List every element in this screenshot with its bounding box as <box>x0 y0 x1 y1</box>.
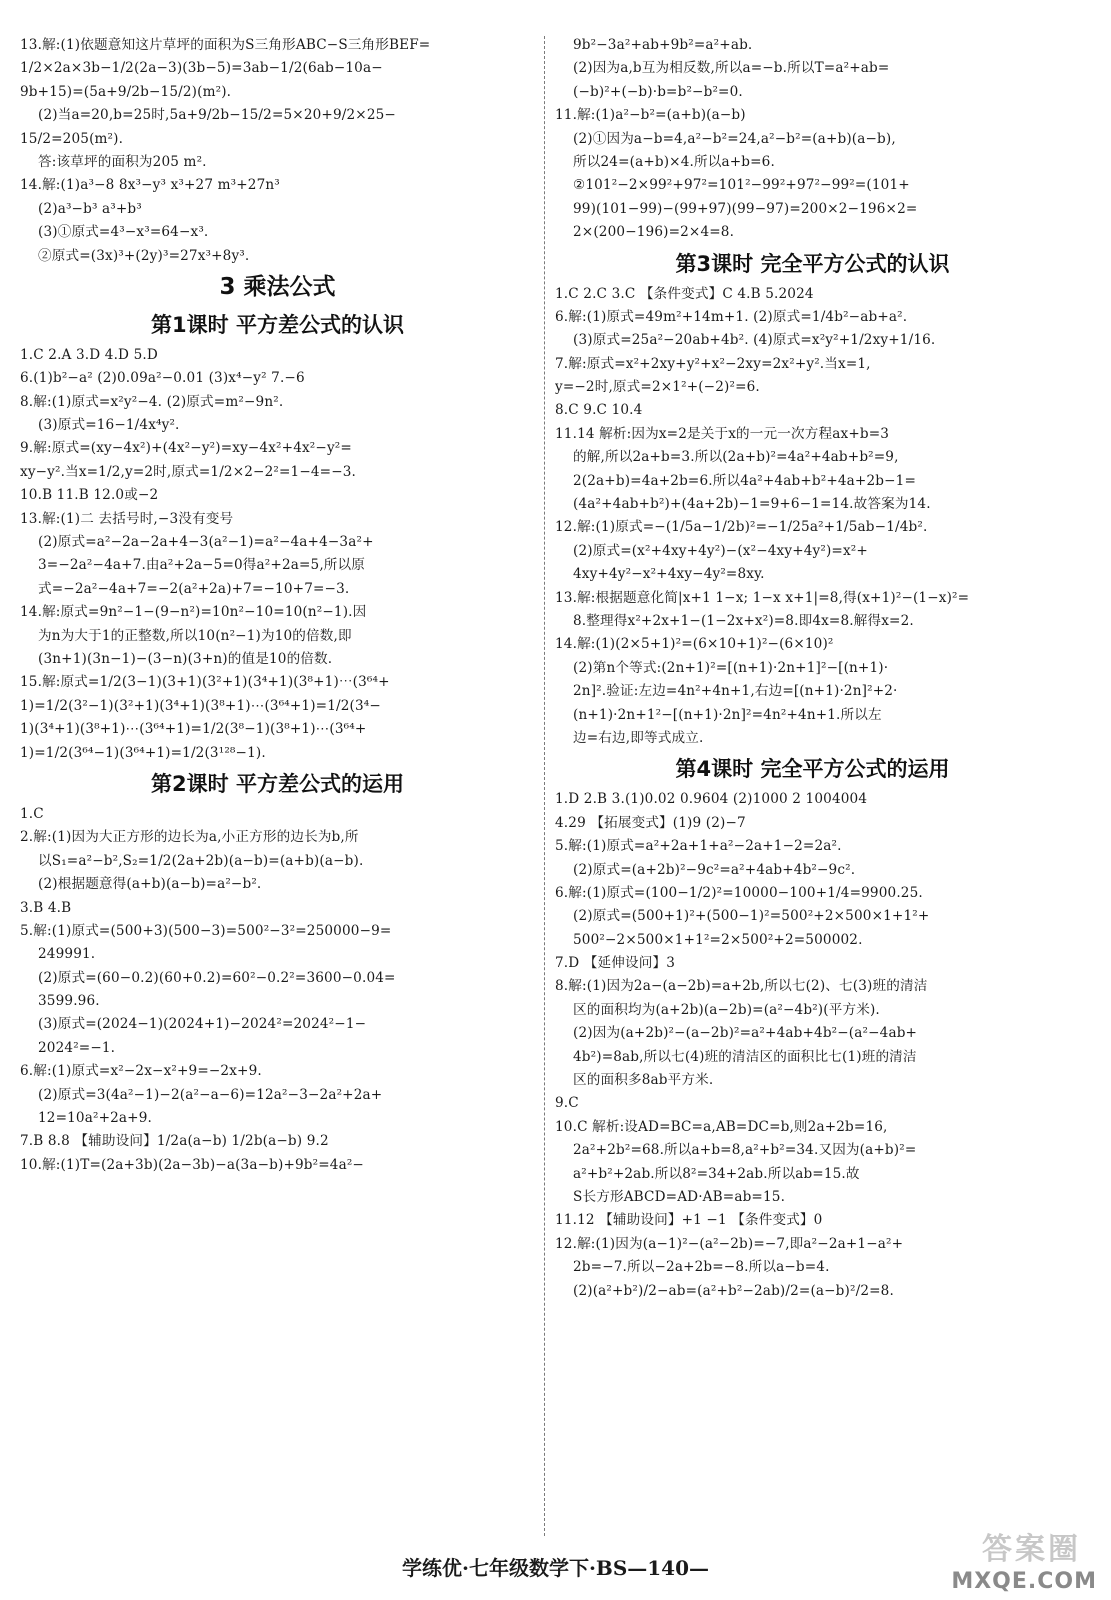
answer-line: 1.C <box>20 805 44 822</box>
watermark-chinese: 答案圈 <box>982 1532 1081 1567</box>
answer-line: (3)原式=(2024−1)(2024+1)−2024²=2024²−1− <box>38 1016 367 1033</box>
answer-line: (2)原式=(60−0.2)(60+0.2)=60²−0.2²=3600−0.04= <box>38 969 396 986</box>
answer-line: 8.解:(1)原式=x²y²−4. (2)原式=m²−9n². <box>20 393 284 410</box>
answer-line: 6.解:(1)原式=(100−1/2)²=10000−100+1/4=9900.25. <box>555 884 923 901</box>
answer-line: 13.解:(1)依题意知这片草坪的面积为S三角形ABC−S三角形BEF= <box>20 37 431 53</box>
page-footer: 学练优·七年级数学下·BS—140— <box>401 1556 710 1580</box>
answer-line: 以S₁=a²−b²,S₂=1/2(2a+2b)(a−b)=(a+b)(a−b). <box>38 852 364 869</box>
answer-line: (3)原式=16−1/4x⁴y². <box>38 417 180 434</box>
answer-line: (2)因为(a+2b)²−(a−2b)²=a²+4ab+4b²−(a²−4ab+ <box>573 1025 918 1042</box>
lesson-title: 第3课时 完全平方公式的认识 <box>675 251 950 276</box>
answer-line: 10.C 解析:设AD=BC=a,AB=DC=b,则2a+2b=16, <box>555 1118 888 1135</box>
answer-line: 13.解:根据题意化简|x+1 1−x; 1−x x+1|=8,得(x+1)²−(1−x)²= <box>555 589 970 606</box>
lesson-title: 第4课时 完全平方公式的运用 <box>675 757 950 782</box>
answer-line: 答:该草坪的面积为205 m². <box>38 153 207 170</box>
answer-line: (4a²+4ab+b²)+(4a+2b)−1=9+6−1=14.故答案为14. <box>573 496 931 513</box>
answer-line: 12.解:(1)原式=−(1/5a−1/2b)²=−1/25a²+1/5ab−1/4b². <box>555 519 928 536</box>
answer-line: S长方形ABCD=AD·AB=ab=15. <box>573 1188 786 1205</box>
answer-line: 3599.96. <box>38 993 100 1010</box>
answer-line: 所以24=(a+b)×4.所以a+b=6. <box>573 153 775 170</box>
answer-line: 9b+15)=(5a+9/2b−15/2)(m²). <box>20 83 232 100</box>
column-divider <box>544 36 545 1536</box>
answer-line: 8.解:(1)因为2a−(a−2b)=a+2b,所以七(2)、七(3)班的清洁 <box>555 978 928 995</box>
answer-line: 1)=1/2(3²−1)(3²+1)(3⁴+1)(3⁸+1)⋯(3⁶⁴+1)=1/2(3⁴− <box>20 697 381 714</box>
answer-line: 15/2=205(m²). <box>20 130 124 147</box>
answer-line: 2(2a+b)=4a+2b=6.所以4a²+4ab+b²+4a+2b−1= <box>573 472 916 489</box>
answer-line: (3n+1)(3n−1)−(3−n)(3+n)的值是10的倍数. <box>38 650 333 667</box>
answer-line: (2)原式=3(4a²−1)−2(a²−a−6)=12a²−3−2a²+2a+ <box>38 1086 383 1103</box>
answer-line: 7.D 【延伸设问】3 <box>555 955 676 972</box>
answer-line: (2)a³−b³ a³+b³ <box>38 200 142 217</box>
right-column <box>555 34 1070 1303</box>
answer-line: 的解,所以2a+b=3.所以(2a+b)²=4a²+4ab+b²=9, <box>573 449 899 466</box>
answer-line: (n+1)·2n+1²−[(n+1)·2n]²=4n²+4n+1.所以左 <box>573 706 882 723</box>
answer-line: 区的面积多8ab平方米. <box>573 1072 714 1089</box>
answer-line: 9.解:原式=(xy−4x²)+(4x²−y²)=xy−4x²+4x²−y²= <box>20 440 352 457</box>
lesson-title: 第2课时 平方差公式的运用 <box>151 771 404 796</box>
answer-line: 式=−2a²−4a+7=−2(a²+2a)+7=−10+7=−3. <box>38 580 350 597</box>
answer-line: 10.解:(1)T=(2a+3b)(2a−3b)−a(3a−b)+9b²=4a²− <box>20 1156 364 1173</box>
answer-line: (2)①因为a−b=4,a²−b²=24,a²−b²=(a+b)(a−b), <box>573 130 896 147</box>
answer-line: 8.整理得x²+2x+1−(1−2x+x²)=8.即4x=8.解得x=2. <box>573 612 914 629</box>
answer-line: 6.解:(1)原式=49m²+14m+1. (2)原式=1/4b²−ab+a². <box>555 308 908 325</box>
watermark-logo: MXQE.COM <box>951 1569 1097 1594</box>
answer-line: 5.解:(1)原式=(500+3)(500−3)=500²−3²=250000−9= <box>20 922 392 939</box>
answer-line: 为n为大于1的正整数,所以10(n²−1)为10的倍数,即 <box>38 627 352 644</box>
answer-line: ②原式=(3x)³+(2y)³=27x³+8y³. <box>38 247 250 264</box>
answer-line: (2)原式=a²−2a−2a+4−3(a²−1)=a²−4a+4−3a²+ <box>38 534 374 551</box>
answer-line: 2.解:(1)因为大正方形的边长为a,小正方形的边长为b,所 <box>20 829 359 846</box>
answer-line: 14.解:原式=9n²−1−(9−n²)=10n²−10=10(n²−1).因 <box>20 604 367 621</box>
answer-line: (2)原式=(500+1)²+(500−1)²=500²+2×500×1+1²+ <box>573 908 930 925</box>
answer-line: 1/2×2a×3b−1/2(2a−3)(3b−5)=3ab−1/2(6ab−10a− <box>20 60 383 77</box>
answer-line: 1)(3⁴+1)(3⁸+1)⋯(3⁶⁴+1)=1/2(3⁸−1)(3⁸+1)⋯(3⁶⁴+ <box>20 721 367 738</box>
answer-line: (2)原式=(x²+4xy+4y²)−(x²−4xy+4y²)=x²+ <box>573 542 868 559</box>
answer-line: 区的面积均为(a+2b)(a−2b)=(a²−4b²)(平方米). <box>573 1001 880 1018</box>
answer-line: 4b²)=8ab,所以七(4)班的清洁区的面积比七(1)班的清洁 <box>573 1048 917 1065</box>
answer-line: (2)根据题意得(a+b)(a−b)=a²−b². <box>38 876 262 893</box>
answer-line: y=−2时,原式=2×1²+(−2)²=6. <box>555 379 760 396</box>
answer-line: 3=−2a²−4a+7.由a²+2a−5=0得a²+2a=5,所以原 <box>38 557 366 574</box>
answer-line: 6.解:(1)原式=x²−2x−x²+9=−2x+9. <box>20 1063 262 1080</box>
answer-line: (3)①原式=4³−x³=64−x³. <box>38 224 209 241</box>
answer-line: (3)原式=25a²−20ab+4b². (4)原式=x²y²+1/2xy+1/16. <box>573 332 936 349</box>
answer-line: 3.B 4.B <box>20 899 72 916</box>
answer-line: 9b²−3a²+ab+9b²=a²+ab. <box>573 37 753 53</box>
answer-line: 500²−2×500×1+1²=2×500²+2=500002. <box>573 931 863 948</box>
answer-line: 边=右边,即等式成立. <box>573 729 704 746</box>
answer-line: 8.C 9.C 10.4 <box>555 402 643 419</box>
answer-line: 1.D 2.B 3.(1)0.02 0.9604 (2)1000 2 1004004 <box>555 791 868 808</box>
answer-line: 10.B 11.B 12.0或−2 <box>20 487 159 504</box>
answer-line: 11.解:(1)a²−b²=(a+b)(a−b) <box>555 107 746 124</box>
answer-line: 4.29 【拓展变式】(1)9 (2)−7 <box>555 814 746 831</box>
answer-line: 13.解:(1)二 去括号时,−3没有变号 <box>20 510 234 527</box>
answer-line: 4xy+4y²−x²+4xy−4y²=8xy. <box>573 566 765 583</box>
answer-line: 2n]².验证:左边=4n²+4n+1,右边=[(n+1)·2n]²+2· <box>573 683 898 700</box>
answer-line: 1.C 2.A 3.D 4.D 5.D <box>20 346 158 363</box>
answer-line: (2)当a=20,b=25时,5a+9/2b−15/2=5×20+9/2×25− <box>38 107 396 124</box>
answer-line: 11.14 解析:因为x=2是关于x的一元一次方程ax+b=3 <box>555 425 890 442</box>
answer-line: 12=10a²+2a+9. <box>38 1110 152 1127</box>
answer-line: 12.解:(1)因为(a−1)²−(a²−2b)=−7,即a²−2a+1−a²+ <box>555 1235 904 1252</box>
left-column <box>20 34 535 1177</box>
section-title: 3 乘法公式 <box>219 273 336 300</box>
answer-line: 11.12 【辅助设问】+1 −1 【条件变式】0 <box>555 1212 823 1229</box>
answer-line: (−b)²+(−b)·b=b²−b²=0. <box>573 83 743 100</box>
answer-line: 1)=1/2(3⁶⁴−1)(3⁶⁴+1)=1/2(3¹²⁸−1). <box>20 744 266 761</box>
answer-line: 14.解:(1)a³−8 8x³−y³ x³+27 m³+27n³ <box>20 177 280 194</box>
answer-line: 9.C <box>555 1095 579 1112</box>
answer-line: 1.C 2.C 3.C 【条件变式】C 4.B 5.2024 <box>555 285 814 302</box>
answer-line: a²+b²+2ab.所以8²=34+2ab.所以ab=15.故 <box>573 1165 860 1182</box>
answer-line: 7.B 8.8 【辅助设问】1/2a(a−b) 1/2b(a−b) 9.2 <box>20 1133 329 1150</box>
answer-line: 7.解:原式=x²+2xy+y²+x²−2xy=2x²+y².当x=1, <box>555 355 871 372</box>
answer-line: 249991. <box>38 946 96 963</box>
answer-line: 14.解:(1)(2×5+1)²=(6×10+1)²−(6×10)² <box>555 636 834 653</box>
answer-line: (2)第n个等式:(2n+1)²=[(n+1)·2n+1]²−[(n+1)· <box>573 659 889 676</box>
lesson-title: 第1课时 平方差公式的认识 <box>151 312 404 337</box>
answer-line: xy−y².当x=1/2,y=2时,原式=1/2×2−2²=1−4=−3. <box>20 463 357 480</box>
answer-line: ②101²−2×99²+97²=101²−99²+97²−99²=(101+ <box>573 177 910 194</box>
answer-line: 2024²=−1. <box>38 1039 116 1056</box>
answer-line: 5.解:(1)原式=a²+2a+1+a²−2a+1−2=2a². <box>555 838 842 855</box>
answer-line: 2×(200−196)=2×4=8. <box>573 224 735 241</box>
answer-line: 2a²+2b²=68.所以a+b=8,a²+b²=34.又因为(a+b)²= <box>573 1142 917 1159</box>
answer-line: 15.解:原式=1/2(3−1)(3+1)(3²+1)(3⁴+1)(3⁸+1)⋯(3⁶⁴+ <box>20 674 390 691</box>
answer-line: 2b=−7.所以−2a+2b=−8.所以a−b=4. <box>573 1259 830 1276</box>
answer-line: 6.(1)b²−a² (2)0.09a²−0.01 (3)x⁴−y² 7.−6 <box>20 370 305 387</box>
answer-line: (2)原式=(a+2b)²−9c²=a²+4ab+4b²−9c². <box>573 861 856 878</box>
answer-line: 99)(101−99)−(99+97)(99−97)=200×2−196×2= <box>573 200 918 217</box>
answer-line: (2)(a²+b²)/2−ab=(a²+b²−2ab)/2=(a−b)²/2=8. <box>573 1282 894 1299</box>
answer-line: (2)因为a,b互为相反数,所以a=−b.所以T=a²+ab= <box>573 60 890 77</box>
